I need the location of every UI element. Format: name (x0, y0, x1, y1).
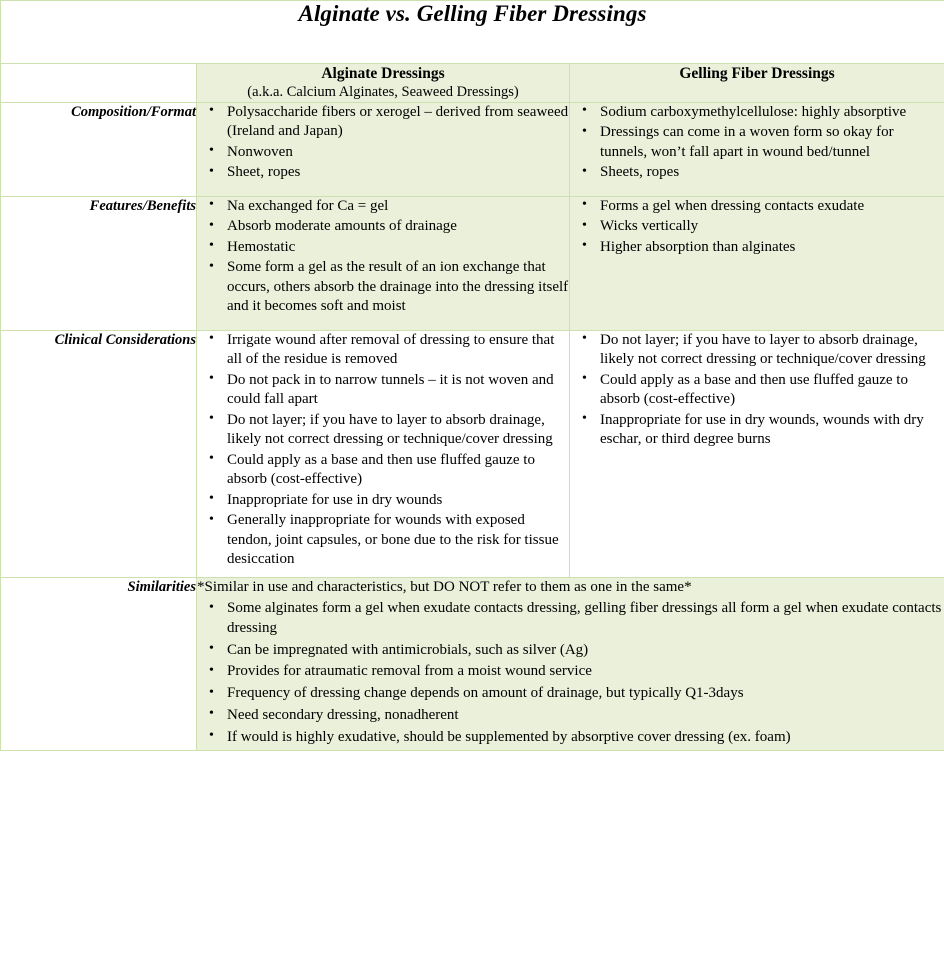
list-item: • Sheet, ropes (227, 163, 569, 183)
list-item: • Hemostatic (227, 238, 569, 258)
list-item: • Polysaccharide fibers or xerogel – derived from seaweed (Ireland and Japan) (227, 103, 569, 142)
table-row (1, 102, 944, 196)
column-header-alginate-title: Alginate Dressings (321, 65, 445, 82)
bullet-list (197, 331, 569, 570)
list-item: • Higher absorption than alginates (600, 238, 944, 258)
row-label-text: Clinical Considerations (54, 331, 196, 348)
cell-clinical-alginate (197, 330, 570, 577)
list-item: • Need secondary dressing, nonadherent (227, 706, 944, 726)
table-row (1, 577, 944, 750)
list-item: • Can be impregnated with antimicrobials, such as silver (Ag) (227, 641, 944, 661)
page-title: Alginate vs. Gelling Fiber Dressings (298, 1, 647, 26)
bullet-list (570, 197, 944, 258)
bullet-list (570, 103, 944, 183)
list-item: • Frequency of dressing change depends on amount of drainage, but typically Q1-3days (227, 684, 944, 704)
cell-composition-alginate (197, 102, 570, 196)
list-item: • Some alginates form a gel when exudate contacts dressing, gelling fiber dressings all form a gel when exudate contacts dressing (227, 599, 944, 639)
list-item: • Nonwoven (227, 143, 569, 163)
column-header-row (1, 64, 944, 103)
table-row (1, 196, 944, 330)
list-item: • Forms a gel when dressing contacts exudate (600, 197, 944, 217)
list-item: • Sodium carboxymethylcellulose: highly absorptive (600, 103, 944, 123)
header-blank-cell (1, 64, 197, 103)
cell-similarities (197, 577, 944, 750)
row-label-similarities (1, 577, 197, 750)
column-header-gelling-fiber-title: Gelling Fiber Dressings (679, 65, 835, 82)
row-label-text: Composition/Format (71, 103, 196, 120)
list-item: • Na exchanged for Ca = gel (227, 197, 569, 217)
row-spacer (197, 318, 198, 330)
list-item: • Generally inappropriate for wounds with exposed tendon, joint capsules, or bone due to the risk for tissue desiccation (227, 511, 569, 570)
list-item: • Do not pack in to narrow tunnels – it is not woven and could fall apart (227, 371, 569, 410)
title-cell (1, 1, 944, 64)
list-item: • Wicks vertically (600, 217, 944, 237)
cell-clinical-gelling (570, 330, 944, 577)
row-label-clinical-considerations (1, 330, 197, 577)
table-row (1, 330, 944, 577)
list-item: • If would is highly exudative, should be supplemented by absorptive cover dressing (ex. foam) (227, 728, 944, 748)
cell-composition-gelling (570, 102, 944, 196)
list-item: • Do not layer; if you have to layer to absorb drainage, likely not correct dressing or technique/cover dressing (227, 411, 569, 450)
bullet-list (197, 103, 569, 183)
bullet-list (570, 331, 944, 450)
list-item: • Provides for atraumatic removal from a moist wound service (227, 662, 944, 682)
column-header-gelling-fiber (570, 64, 944, 103)
list-item: • Could apply as a base and then use fluffed gauze to absorb (cost-effective) (227, 451, 569, 490)
list-item: • Dressings can come in a woven form so okay for tunnels, won’t fall apart in wound bed/tunnel (600, 123, 944, 162)
row-label-text: Similarities (127, 578, 196, 595)
cell-features-gelling (570, 196, 944, 330)
row-label-features-benefits (1, 196, 197, 330)
row-label-text: Features/Benefits (89, 197, 196, 214)
row-label-composition-format (1, 102, 197, 196)
list-item: • Some form a gel as the result of an ion exchange that occurs, others absorb the drainage into the dressing itself and it becomes soft and moist (227, 258, 569, 317)
similarities-lead-note: *Similar in use and characteristics, but DO NOT refer to them as one in the same* (197, 578, 692, 595)
list-item: • Inappropriate for use in dry wounds, wounds with dry eschar, or third degree burns (600, 411, 944, 450)
cell-features-alginate (197, 196, 570, 330)
bullet-list (197, 599, 944, 748)
row-spacer (197, 184, 198, 196)
list-item: • Irrigate wound after removal of dressing to ensure that all of the residue is removed (227, 331, 569, 370)
list-item: • Inappropriate for use in dry wounds (227, 491, 569, 511)
row-spacer (197, 571, 198, 577)
list-item: • Do not layer; if you have to layer to absorb drainage, likely not correct dressing or technique/cover dressing (600, 331, 944, 370)
title-row (1, 1, 944, 64)
list-item: • Could apply as a base and then use fluffed gauze to absorb (cost-effective) (600, 371, 944, 410)
column-header-alginate-subtitle: (a.k.a. Calcium Alginates, Seaweed Dressings) (247, 84, 519, 101)
column-header-alginate (197, 64, 570, 103)
bullet-list (197, 197, 569, 317)
list-item: • Sheets, ropes (600, 163, 944, 183)
list-item: • Absorb moderate amounts of drainage (227, 217, 569, 237)
